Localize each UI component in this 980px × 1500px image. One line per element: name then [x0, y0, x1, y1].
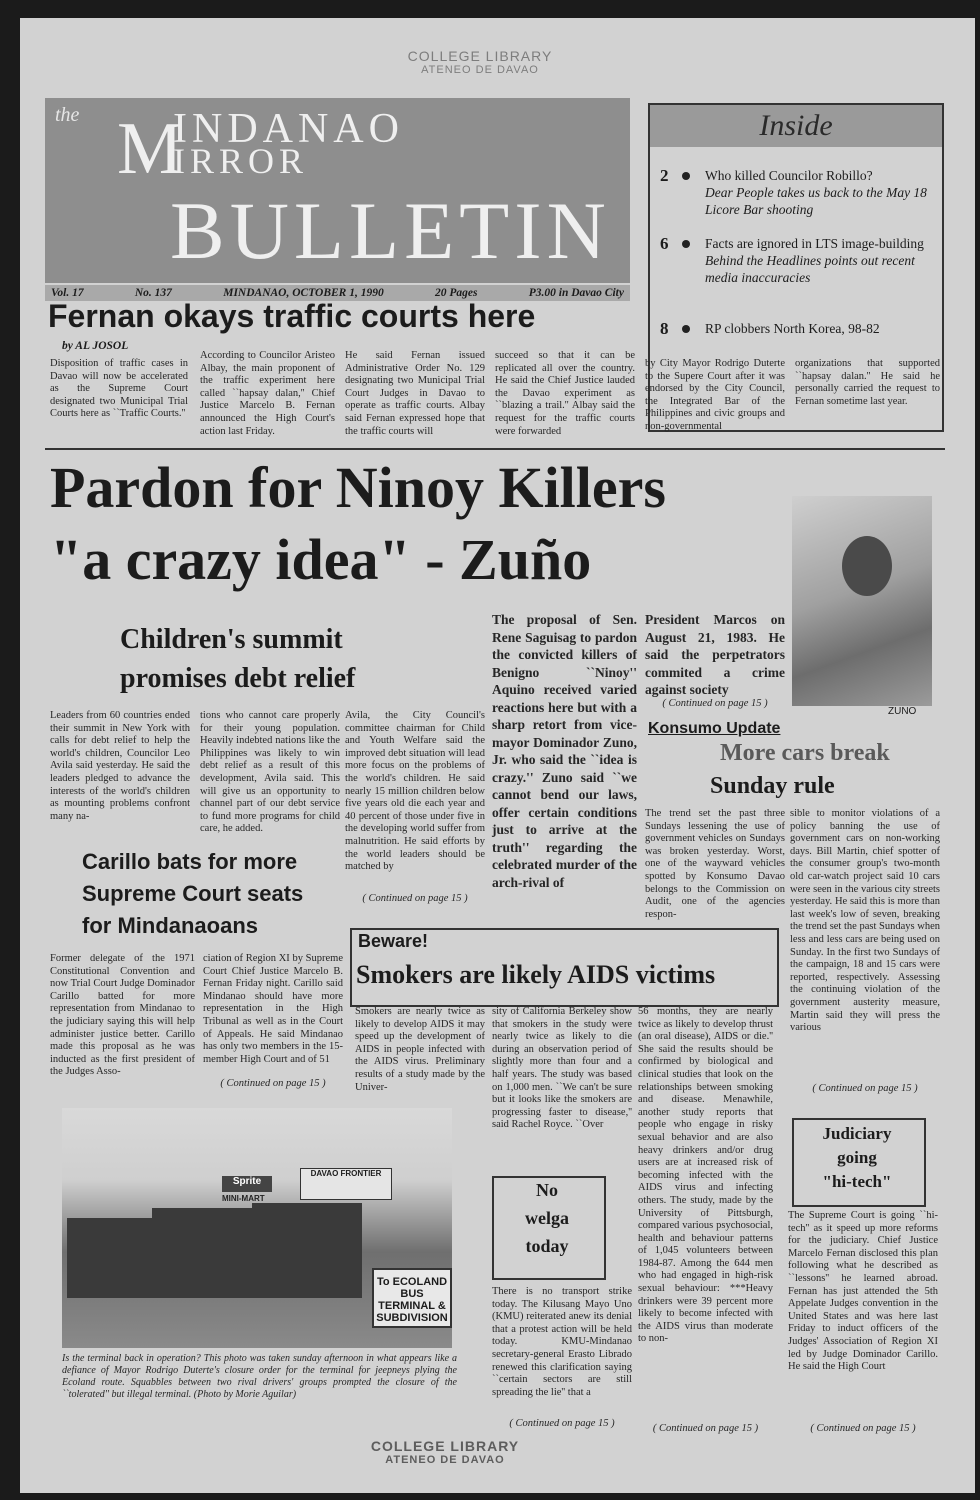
masthead-mindanao: INDANAO — [173, 106, 404, 152]
carillo-headline-1: Carillo bats for more — [82, 849, 298, 874]
children-continued: ( Continued on page 15 ) — [362, 893, 468, 904]
welga-continued: ( Continued on page 15 ) — [509, 1418, 615, 1429]
masthead-initial: M — [117, 108, 183, 190]
welga-text: There is no transport strike today. The Kilusang Mayo Uno (KMU) reiterated anew its denial that a protest action will be held today. KMU-Mindanao secretary-general Erasto Librado renewed this clarification saying ``certain sectors are still spreading the lie'' that a — [492, 1286, 632, 1398]
terminal-photo — [62, 1108, 452, 1348]
carillo-col-1: Former delegate of the 1971 Constitutional Convention and now Trial Court Judge Dominador Carillo batted for more representation from Mindanao to the judiciary saying this will help administer justice better. Carillo made this proposal as he was inducted as the first president of the Judges Asso- — [50, 953, 195, 1078]
jeepney — [252, 1203, 362, 1298]
fernan-col-5: by City Mayor Rodrigo Duterte to the Supere Court after it was endorsed by the City Council, the Integrated Bar of the Philippines and civic groups and non-governmental — [645, 358, 785, 432]
konsumo-continued: ( Continued on page 15 ) — [812, 1083, 918, 1094]
inside-title: Inside — [650, 105, 942, 147]
inside-item-head: RP clobbers North Korea, 98-82 — [705, 321, 880, 336]
price: P3.00 in Davao City — [528, 287, 624, 299]
konsumo-label: Konsumo Update — [648, 720, 781, 737]
aids-col-3: 56 months, they are nearly twice as likely to develop thrust (an oral disease), AIDS or die.'' She said the results should be confirmed by biological and clinical studies that look on the relationships between smoking and disease. Menawhile, another study reports that people who engage in risky sexual behavior and are also heavy drinkers and/or drug users are at increased risk of becoming infected with the AIDS virus and infecting others. The study, made by the University of Pittsburgh, compared various psychosocial, health and behaviour patterns of 1,045 volunteers between 1984-87. Among the 644 men who had engaged in high-risk sexual behaviour: ***Heavy drinkers were 39 percent more likely to become infected with the AIDS virus than moderate to non- — [638, 1006, 773, 1345]
jeepney — [152, 1208, 252, 1298]
masthead — [45, 98, 630, 283]
welga-headline-2: welga — [525, 1208, 569, 1228]
newspaper-page — [20, 18, 975, 1493]
children-col-1: Leaders from 60 countries ended their summit in New York with calls for debt relief to help the world's children, Councilor Leo Avila said yesterday. He said the leaders pledged to advance the interests of the world's children as mounting problems confront many na- — [50, 710, 190, 822]
fernan-byline: by AL JOSOL — [62, 340, 129, 352]
konsumo-headline-1: More cars break — [720, 740, 890, 766]
masthead-the: the — [55, 104, 80, 126]
bullet-icon — [682, 172, 690, 180]
fernan-col-6: organizations that supported ``hapsay dalan.'' He said he personally carried the request to Fernan sometime last year. — [795, 358, 940, 407]
stamp-line: COLLEGE LIBRARY — [407, 48, 553, 64]
judiciary-headline-2: going — [837, 1148, 877, 1167]
welga-headline-1: No — [536, 1180, 558, 1200]
carillo-headline-2: Supreme Court seats — [82, 881, 304, 906]
fernan-col-1: Disposition of traffic cases in Davao will now be accelerated as the Supreme Court designated two Municipal Trial Courts here as ``Traffic Courts.'' — [50, 358, 188, 420]
issue-number: No. 137 — [134, 287, 172, 299]
children-headline-1: Children's summit — [120, 624, 343, 655]
issue-date: MINDANAO, OCTOBER 1, 1990 — [223, 287, 384, 299]
masthead-mirror: IRROR — [173, 141, 309, 181]
inside-page-number: 6 — [660, 234, 669, 253]
fernan-col-2: According to Councilor Aristeo Albay, the main proponent of the traffic experiment here called ``hapsay dalan,'' Chief Justice Marcelo B. Fernan announced the High Court's action last Friday. — [200, 350, 335, 437]
judiciary-continued: ( Continued on page 15 ) — [810, 1423, 916, 1434]
pardon-continued: ( Continued on page 15 ) — [662, 698, 768, 709]
volume: Vol. 17 — [51, 287, 84, 299]
stamp-line: ATENEO DE DAVAO — [385, 1454, 505, 1466]
photo-credit: ZUNO — [888, 706, 917, 717]
masthead-bulletin: BULLETIN — [170, 185, 611, 276]
fernan-headline: Fernan okays traffic courts here — [48, 298, 536, 334]
konsumo-col-2: sible to monitor violations of a policy banning the use of government cars on non-working days. Bill Martin, chief spotter of the consumer group's two-month old car-watch project said 10 cars were seen in the various city streets yesterday. He said this is more than last week's low of seven, breaking the trend set the past Sundays when less and less cars are being used on Sunday. In the first two Sundays of the campaign, 18 and 15 cars were reported, respectively. Assessing the continuing violation of the government austerity measure, Martin said they will press the various — [790, 808, 940, 1034]
children-headline-2: promises debt relief — [120, 663, 356, 694]
judiciary-text: The Supreme Court is going ``hi-tech'' as it speed up more reforms for the judiciary. Chief Justice Marcelo Fernan disclosed this plan following what he described as ``lessons'' he learned abroad. Fernan has just attended the 5th Appelate Judges convention in the United States and was here last Friday to induct officers of the Judges' Association of Region XI led by Judge Dominador Carillo. He said the High Court — [788, 1210, 938, 1373]
bullet-icon — [682, 240, 690, 248]
mini-mart-sign: MINI-MART — [222, 1194, 265, 1203]
sprite-sign: Sprite — [222, 1176, 272, 1192]
fernan-col-4: succeed so that it can be replicated all over the country. He said the Chief Justice lauded the Davao experiment as ``blazing a trail.'' Albay said the request for the traffic courts were forwarded — [495, 350, 635, 437]
aids-continued: ( Continued on page 15 ) — [652, 1423, 759, 1434]
carillo-continued: ( Continued on page 15 ) — [220, 1078, 326, 1089]
aids-col-2: sity of California Berkeley show that smokers in the study were nearly twice as likely to die during an observation period of slightly more than four and a half years. The study was based on 1,000 men. ``We can't be sure but it looks like the smokers are progressing faster to disease,'' said Rachel Royce. ``Over — [492, 1006, 632, 1131]
ecoland-sign: To ECOLAND BUS TERMINAL & SUBDIVISION — [372, 1268, 452, 1328]
inside-item-head: Facts are ignored in LTS image-building — [705, 236, 924, 251]
pardon-headline-2: "a crazy idea" - Zuño — [50, 527, 592, 592]
inside-page-number: 8 — [660, 319, 669, 338]
page-count: 20 Pages — [435, 287, 478, 299]
inside-page-number: 2 — [660, 166, 669, 185]
konsumo-col-1: The trend set the past three Sundays lessening the use of government vehicles on Sundays was broken yesterday. Worst, one of the wayward vehicles spotted by Konsumo Davao belongs to the Commission on Audit, one of the agencies respon- — [645, 808, 785, 920]
fernan-col-3: He said Fernan issued Administrative Order No. 129 designating two Municipal Trial Court Judges in Davao to operate as traffic courts. Albay said Fernan expressed hope that the traffic courts will — [345, 350, 485, 437]
bullet-icon — [682, 325, 690, 333]
judiciary-headline-1: Judiciary — [822, 1124, 892, 1143]
inside-item[interactable] — [660, 235, 935, 286]
terminal-photo-caption: Is the terminal back in operation? This photo was taken sunday afternoon in what appears like a defiance of Mayor Rodrigo Duterte's closure order for the terminal for jeepneys plying the Ecoland route. Squabbles between two rival drivers' groups prompted the closure of the ``tolerated'' but illegal terminal. (Photo by Morie Aguilar) — [62, 1353, 457, 1400]
aids-headline: Smokers are likely AIDS victims — [356, 960, 716, 989]
carillo-headline-3: for Mindanaoans — [82, 913, 259, 938]
inside-item-sub: Dear People takes us back to the May 18 Licore Bar shooting — [705, 185, 927, 217]
konsumo-headline-2: Sunday rule — [710, 773, 835, 799]
inside-item[interactable] — [660, 167, 935, 218]
aids-kicker: Beware! — [358, 931, 429, 951]
store-sign: DAVAO FRONTIER — [300, 1168, 392, 1200]
stamp-line: ATENEO DE DAVAO — [421, 64, 539, 76]
inside-item[interactable] — [660, 320, 935, 337]
aids-col-1: Smokers are nearly twice as likely to develop AIDS it may speed up the development of AIDS in people infected with the AIDS virus. Preliminary results of a study made by the Univer- — [355, 1006, 485, 1093]
library-stamp-top — [380, 48, 580, 76]
pardon-headline-1: Pardon for Ninoy Killers — [50, 455, 666, 520]
divider — [45, 448, 945, 450]
judiciary-headline-3: "hi-tech" — [822, 1172, 892, 1191]
inside-item-sub: Behind the Headlines points out recent media inaccuracies — [705, 253, 915, 285]
library-stamp-bottom — [350, 1438, 540, 1466]
pardon-col-1: The proposal of Sen. Rene Saguisag to pardon the convicted killers of Benigno ``Ninoy'' Aquino received varied reactions here but with a sharp retort from vice-mayor Dominador Zuno, Jr. who said the ``idea is crazy.'' Zuno said ``we cannot bend our laws, offer certain conditions just to arrive at the truth'' regarding the celebrated murder of the arch-rival of — [492, 612, 637, 890]
jeepney — [67, 1218, 157, 1298]
children-col-3: Avila, the City Council's committee chairman for Child and Youth Welfare said the improved debt situation will lead more focus on the problems of the world's children. He said nearly 15 million children below five years old die each year and 40 percent of those under five in the developing world suffer from malnutrition. He said efforts by the world leaders should be matched by — [345, 710, 485, 873]
pardon-col-2: President Marcos on August 21, 1983. He said the perpetrators commited a crime against society — [645, 612, 785, 697]
zuno-photo — [792, 496, 932, 706]
stamp-line: COLLEGE LIBRARY — [370, 1438, 520, 1454]
inside-item-head: Who killed Councilor Robillo? — [705, 168, 873, 183]
welga-headline-3: today — [525, 1236, 569, 1256]
children-col-2: tions who cannot care properly for their young population. Heavily indebted nations like the Philippines was likely to win debt relief as a result of this development, Avila said. This will give us an opportunity to channel part of our debt service to fund more programs for child care, he added. — [200, 710, 340, 835]
carillo-col-2: ciation of Region XI by Supreme Court Chief Justice Marcelo B. Fernan Friday night. Carillo said Mindanao should have more representation in the High Tribunal as well as in the Court of Appeals. He said Mindanao has only two members in the 15-member High Court and of 51 — [203, 953, 343, 1065]
